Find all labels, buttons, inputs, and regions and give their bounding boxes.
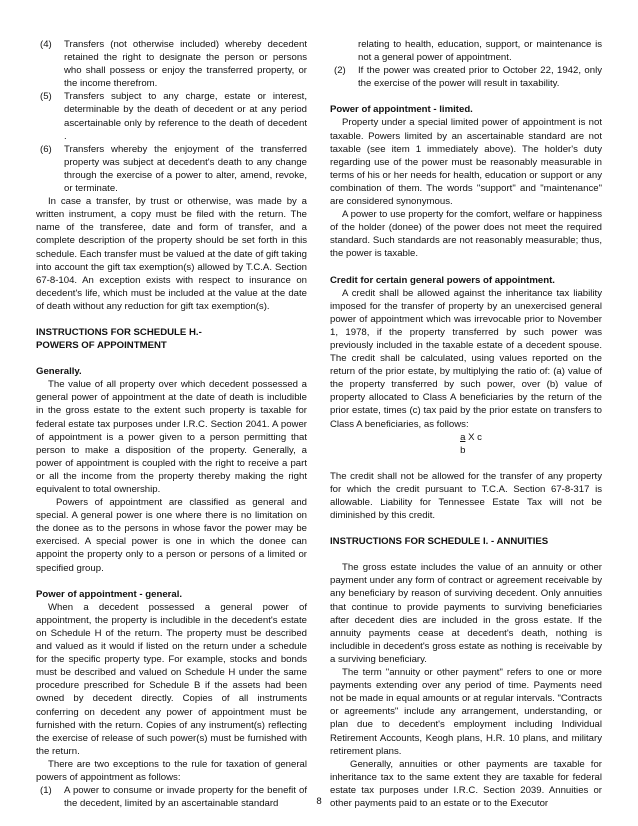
transfer-paragraph: In case a transfer, by trust or otherwise, was made by a written instrument, a copy must be filed with the return. The name of the transferee, date and form of transfer, and a complete description of the property should be set forth in this schedule. Each transfer must be valued at the date of gift taking into account the gift tax exemption(s) allowed by T.C.A. Section 67-8-104. An exception exists with respect to insurance on decedent's life, which must be included at the value at the date of death without any reduction for gift tax exemption(s). xyxy=(36,196,307,312)
list-number: (6) xyxy=(40,143,52,155)
limited-power-paragraph-2: A power to use property for the comfort, welfare or happiness of the holder (donee) of the power does not meet the required standard. Such standards are not reasonably measurable; thus, the power is taxable. xyxy=(330,209,602,260)
general-power-paragraph-1: When a decedent possessed a general power of appointment, the property is includible in the decedent's estate on Schedule H of the return. The property must be described and valued as it would if listed on the return under a schedule for the specific property type. For example, stocks and bonds must be described and valued on Schedule H under the same procedure prescribed for Schedule B if the assets had been owned by decedent directly. Copies of all instruments conferring on decedent any power of appointment must be furnished with the return. Copies of any instrument(s) reflecting the exercise of release of such power(s) must be furnished with the return. xyxy=(36,601,307,757)
general-power-paragraph-2: There are two exceptions to the rule for taxation of general powers of appointment as follows: xyxy=(36,758,307,783)
annuities-paragraph-2: The term "annuity or other payment" refers to one or more payments extending over any period of time. Payments need not be made in equal amounts or at regular intervals. "Contracts or agreements" include any arrangement, understanding, or plan due to decedent's employment including Individual Retirement Accounts, Keogh plans, H.R. 10 plans, and military retirement plans. xyxy=(330,667,602,757)
formula-numerator: a xyxy=(460,431,466,443)
annuities-paragraph-3: Generally, annuities or other payments are taxable for inheritance tax to the same extent they are taxable for federal estate tax purposes under I.R.C. Section 2039. Annuities or other payments paid to an estate or to the Executor xyxy=(330,758,602,809)
list-text: Transfers (not otherwise included) whereby decedent retained the right to designate the person or persons who shall possess or enjoy the transferred property, or the income therefrom. xyxy=(64,39,307,90)
list-text: Transfers subject to any charge, estate or interest, determinable by the death of decedent or at any period ascertainable only by reference to the death of decedent . xyxy=(64,91,307,142)
schedule-i-heading: INSTRUCTIONS FOR SCHEDULE I. - ANNUITIES xyxy=(330,536,549,548)
list-text: If the power was created prior to October 22, 1942, only the exercise of the power will result in taxability. xyxy=(358,65,602,90)
generally-paragraph-1: The value of all property over which decedent possessed a general power of appointment at the date of death is includible in the gross estate to the extent such property is taxable for federal estate tax purposes under I.R.C. Section 2041. A power of appointment is a power given to a person permitting that person to make a disposition of the property. Generally, a power of appointment is coupled with the right to receive a part or all the income from the property thereby making the right equivalent to total ownership. xyxy=(36,379,307,495)
fraction xyxy=(460,431,482,457)
credit-formula xyxy=(330,431,602,457)
formula-multiplier: X c xyxy=(465,431,482,443)
schedule-h-heading-line1: INSTRUCTIONS FOR SCHEDULE H.- xyxy=(36,326,202,338)
list-number: (4) xyxy=(40,39,52,50)
list-number: (5) xyxy=(40,91,52,103)
exception-1-continued: relating to health, education, support, or maintenance is not a general power of appointment. xyxy=(358,39,602,64)
list-item xyxy=(330,64,602,90)
left-column xyxy=(36,38,307,810)
general-power-heading: Power of appointment - general. xyxy=(36,588,183,600)
schedule-h-heading-line2: POWERS OF APPOINTMENT xyxy=(36,340,167,352)
credit-heading: Credit for certain general powers of appointment. xyxy=(330,274,555,286)
list-number: (1) xyxy=(40,785,52,797)
list-item xyxy=(36,38,307,90)
page-number: 8 xyxy=(316,796,322,807)
list-item xyxy=(36,143,307,195)
limited-power-paragraph-1: Property under a special limited power of appointment is not taxable. Powers limited by an ascertainable standard are not taxable (see item 1 immediately above). The holder's duty regarding use of the power must be reasonably measurable in terms of his or her needs for health, education or support or any combination of them. The words "support" and "maintenance" are considered synonymous. xyxy=(330,117,602,208)
list-item xyxy=(36,90,307,142)
list-text: A power to consume or invade property for the benefit of the decedent, limited by an ascertainable standard xyxy=(64,785,307,810)
generally-paragraph-2: Powers of appointment are classified as general and special. A general power is one where there is no limitation on the donee as to the persons in whose favor the power may be exercised. A special power is one in which the donee can appoint the property only to a person or persons of a limited or specified group. xyxy=(36,497,307,574)
credit-paragraph-1: A credit shall be allowed against the inheritance tax liability imposed for the transfer of property by an unexercised general power of appointment which was irrevocable prior to November 1, 1978, if the property transferred by such power was previously included in the taxable estate of a decedent spouse. The credit shall be calculated, using values reported on the return of the prior estate, by multiplying the ratio of: (a) value of the property transferred by such power, over (b) value of property allocated to Class A beneficiaries by the return of the prior estate, times (c) tax paid by the prior estate on transfers to Class A beneficiaries, as follows: xyxy=(330,287,602,430)
list-number: (2) xyxy=(334,65,346,77)
annuities-paragraph-1: The gross estate includes the value of an annuity or other payment under any form of contract or agreement receivable by any beneficiary by reason of surviving decedent. Only annuities that continue to provide payments to surviving beneficiaries after decedent dies are included in the gross estate. If the annuity payments cease at decedent's death, nothing is includible in decedent's gross estate as nothing is receivable by a surviving beneficiary. xyxy=(330,562,602,665)
generally-heading: Generally. xyxy=(36,366,82,378)
formula-denominator: b xyxy=(460,444,466,456)
credit-paragraph-2: The credit shall not be allowed for the transfer of any property for which the credit pursuant to T.C.A. Section 67-8-317 is allowable. Liability for Tennessee Estate Tax will not be diminished by this credit. xyxy=(330,470,602,522)
limited-power-heading: Power of appointment - limited. xyxy=(330,104,473,116)
list-text: Transfers whereby the enjoyment of the transferred property was subject at decedent's death to any change through the exercise of a power to alter, amend, revoke, or terminate. xyxy=(64,143,307,195)
right-column xyxy=(330,38,602,810)
